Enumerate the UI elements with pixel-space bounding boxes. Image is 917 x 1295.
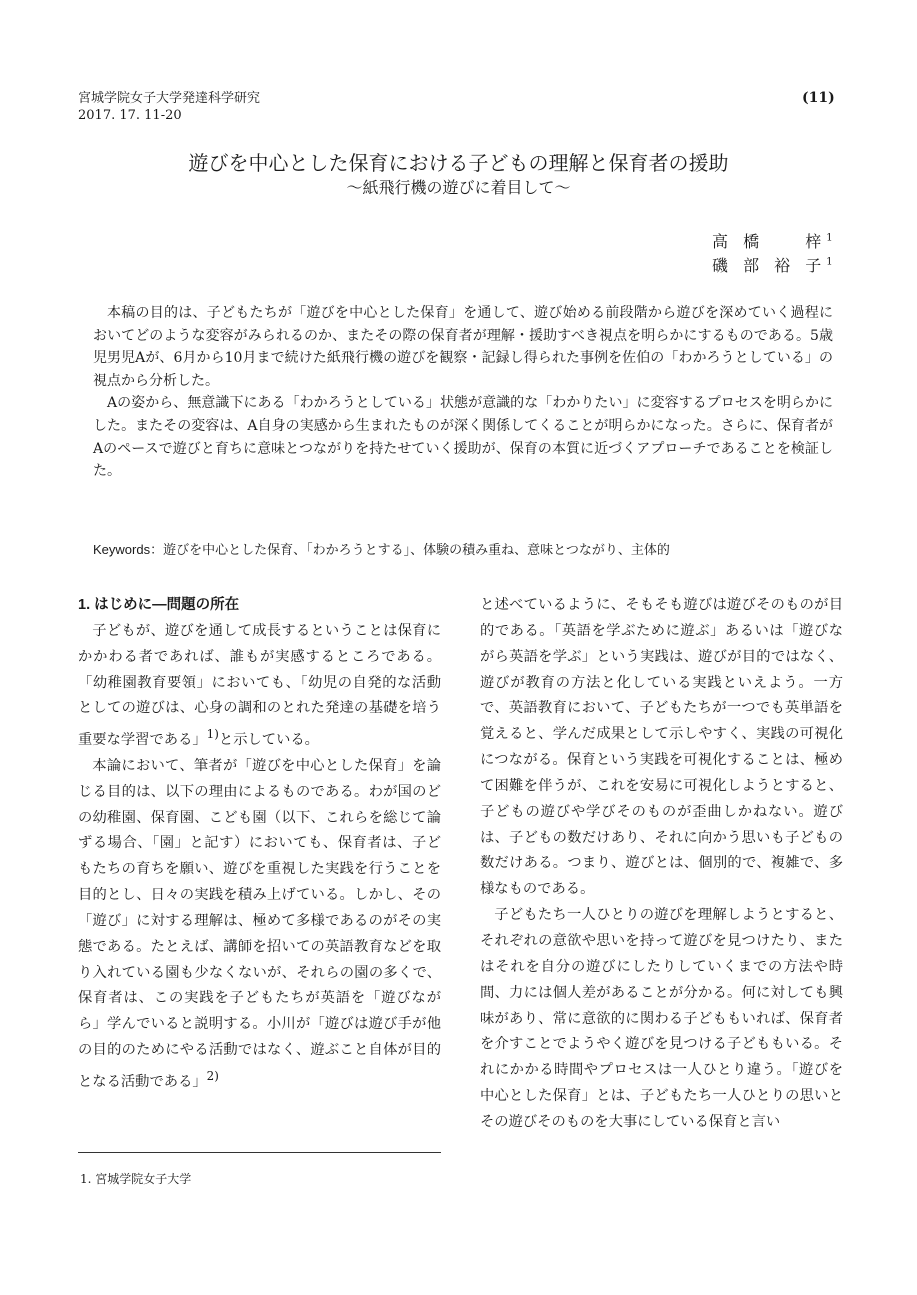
author-affiliation-mark: 1 xyxy=(826,256,833,268)
page-number: (11) xyxy=(802,90,835,106)
body-paragraph xyxy=(78,754,441,1096)
author-name: 高 橋 梓 xyxy=(712,232,827,251)
author-name: 磯 部 裕 子 xyxy=(712,256,827,275)
abstract-paragraph: 本稿の目的は、子どもたちが「遊びを中心とした保育」を通して、遊び始める前段階から遊びを深めていく過程においてどのような変容がみられるのか、またその際の保育者が理解・援助すべき視点を明らかにするものである。5歳児男児Aが、6月から10月まで続けた紙飛行機の遊びを観察・記録し得られた事例を佐伯の「わかろうとしている」の視点から分析した。 xyxy=(93,305,833,389)
author-affiliation-mark: 1 xyxy=(826,232,833,244)
paragraph-text: と示している。 xyxy=(218,731,319,748)
paragraph-text: 子どもが、遊びを通して成長するということは保育にかかわる者であれば、誰もが実感するところである。「幼稚園教育要領」においても、「幼児の自発的な活動としての遊びは、心身の調和のとれた発達の基礎を培う重要な学習である」 xyxy=(78,622,441,748)
body-paragraph xyxy=(78,619,441,754)
paragraph-text: 本論において、筆者が「遊びを中心とした保育」を論じる目的は、以下の理由によるものである。わが国のどの幼稚園、保育園、こども園（以下、これらを総じて論ずる場合、「園」と記す）においても、保育者は、子どもたちの育ちを願い、遊びを重視した実践を行うことを目的とし、日々の実践を積み上げている。しかし、その「遊び」に対する理解は、極めて多様であるのがその実態である。たとえば、講師を招いての英語教育などを取り入れている園も少なくないが、それらの園の多くで、保育者は、この実践を子どもたちが英語を「遊びながら」学んでいると説明する。小川が「遊びは遊び手が他の目的のためにやる活動ではなく、遊ぶこと自体が目的となる活動である」 xyxy=(78,757,441,1090)
footnote-divider xyxy=(78,1152,441,1153)
abstract xyxy=(93,302,833,483)
body-column-left xyxy=(78,593,441,1096)
keywords xyxy=(93,540,833,561)
paper-subtitle: 〜紙飛行機の遊びに着目して〜 xyxy=(346,178,571,197)
author-1 xyxy=(712,229,833,252)
journal-name: 宮城学院女子大学発達科学研究 xyxy=(78,91,261,106)
reference-mark: 2) xyxy=(206,1068,219,1083)
paper-title: 遊びを中心とした保育における子どもの理解と保育者の援助 xyxy=(188,151,729,175)
journal-citation: 2017. 17. 11-20 xyxy=(78,108,182,123)
reference-mark: 1) xyxy=(206,727,219,742)
body-paragraph: と述べているように、そもそも遊びは遊びそのものが目的である。「英語を学ぶために遊ぶ」あるいは「遊びながら英語を学ぶ」という実践は、遊びが目的ではなく、遊びが教育の方法と化している実践といえよう。一方で、英語教育において、子どもたちが一つでも英単語を覚えると、学んだ成果として示しやすく、実践の可視化につながる。保育という実践を可視化することは、極めて困難を伴うが、これを安易に可視化しようとすると、子どもの遊びや学びそのものが歪曲しかねない。遊びは、子どもの数だけあり、それに向かう思いも子どもの数だけある。つまり、遊びとは、個別的で、複雑で、多様なものである。 xyxy=(480,597,843,898)
footnote: 1. 宮城学院女子大学 xyxy=(80,1172,192,1186)
author-2 xyxy=(712,253,833,276)
section-heading: 1. はじめに―問題の所在 xyxy=(78,597,240,613)
abstract-paragraph: Aの姿から、無意識下にある「わかろうとしている」状態が意識的な「わかりたい」に変容するプロセスを明らかにした。またその変容は、A自身の実感から生まれたものが深く関係してくることが明らかになった。さらに、保育者がAのペースで遊びと育ちに意味とつながりを持たせていく援助が、保育の本質に近づくアプローチであることを検証した。 xyxy=(93,395,833,480)
keywords-label: Keywords： xyxy=(93,542,164,557)
body-column-right xyxy=(480,593,843,1136)
keywords-text: 遊びを中心とした保育、「わかろうとする」、体験の積み重ね、意味とつながり、主体的 xyxy=(163,543,670,558)
body-paragraph: 子どもたち一人ひとりの遊びを理解しようとすると、それぞれの意欲や思いを持って遊びを見つけたり、またはそれを自分の遊びにしたりしていくまでの方法や時間、力には個人差があることが分かる。何に対しても興味があり、常に意欲的に関わる子どももいれば、保育者を介すことでようやく遊びを見つける子どももいる。それにかかる時間やプロセスは一人ひとり違う。「遊びを中心とした保育」とは、子どもたち一人ひとりの思いとその遊びそのものを大事にしている保育と言い xyxy=(480,907,843,1130)
journal-header xyxy=(78,90,260,124)
